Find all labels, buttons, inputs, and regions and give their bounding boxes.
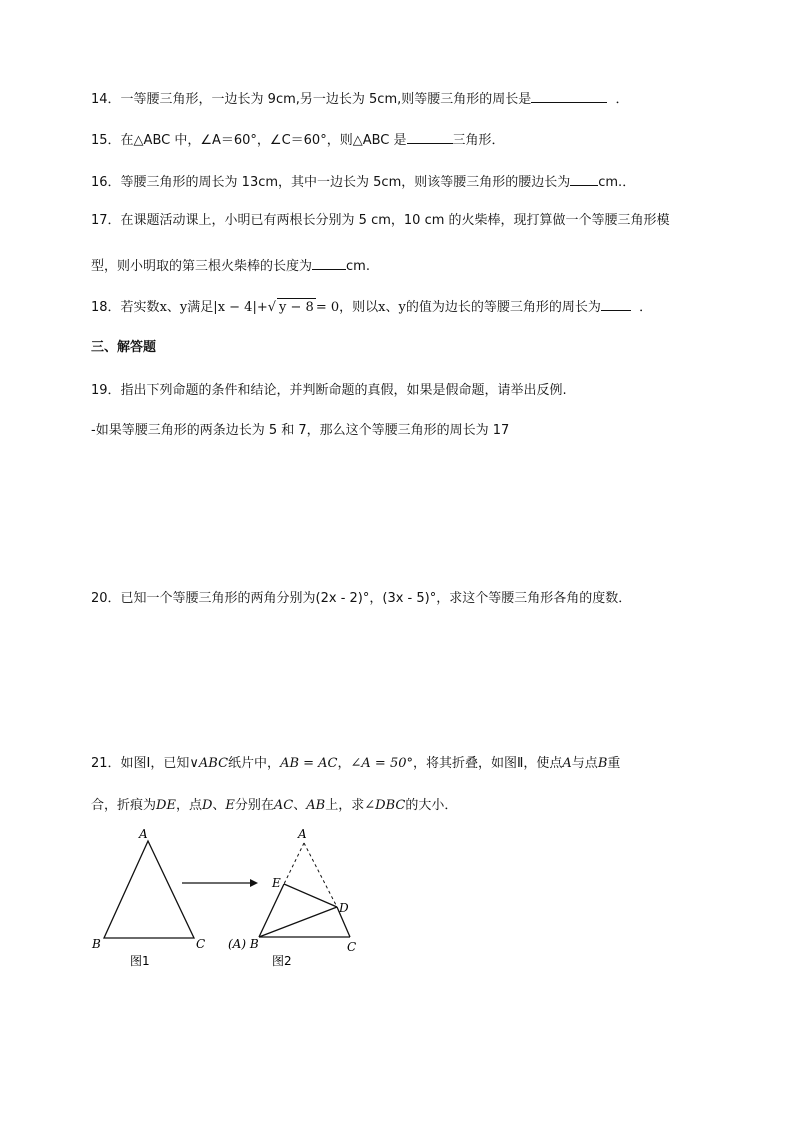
label-a: A — [298, 827, 307, 841]
dashed-ad — [304, 843, 337, 907]
question-text: 分别在 — [234, 798, 274, 813]
segment-ab: AB — [306, 798, 326, 813]
plus-sign: + — [256, 300, 268, 315]
question-text: 型，则小明取的第三根火柴棒的长度为 — [91, 259, 313, 274]
question-text-end: cm.． — [598, 175, 636, 190]
equals-zero: = 0 — [315, 300, 340, 315]
figure-1 — [91, 827, 205, 968]
label-ab: (A) B — [228, 937, 259, 951]
sqrt-expression: √ y − 8 — [267, 300, 314, 315]
segment-ac: AC — [273, 798, 294, 813]
question-text: 一等腰三角形，一边长为 9cm,另一边长为 5cm,则等腰三角形的周长是 — [120, 92, 532, 107]
period: ． — [615, 92, 629, 107]
segment-de: DE — [156, 798, 176, 813]
figure-1-caption: 图1 — [130, 954, 150, 968]
question-number: 16． — [91, 175, 121, 190]
question-text: ，将其折叠，如图Ⅱ，使点 — [413, 756, 563, 771]
separator: 、 — [385, 300, 399, 315]
point-e: E — [225, 798, 235, 813]
question-number: 17． — [91, 213, 121, 228]
question-text: 在△ABC 中，∠A＝60°，∠C＝60°，则△ABC 是 — [120, 133, 407, 148]
arrow-icon — [182, 879, 258, 887]
question-19-sub: -如果等腰三角形的两条边长为 5 和 7，那么这个等腰三角形的周长为 17 — [91, 423, 510, 438]
equation-angle-a: ∠A = 50° — [350, 756, 413, 771]
question-text: 如图Ⅰ，已知 — [120, 756, 190, 771]
label-c: C — [196, 937, 206, 951]
label-a: A — [139, 827, 148, 841]
equation-ab-ac: AB = AC — [280, 756, 338, 771]
question-number: 19． — [91, 383, 121, 398]
section-title: 三、解答题 — [91, 340, 157, 355]
triangle-abc — [104, 841, 194, 938]
question-text: 重 — [607, 756, 621, 771]
period: ． — [639, 300, 653, 315]
abs-expression: |x − 4| — [213, 300, 257, 315]
question-text: 在课题活动课上，小明已有两根长分别为 5 cm，10 cm 的火柴棒，现打算做一个等腰三角形模 — [120, 213, 670, 228]
point-d: D — [201, 798, 213, 813]
point-a: A — [562, 756, 572, 771]
question-text: 若实数 — [120, 300, 160, 315]
question-text: 上，求 — [325, 798, 365, 813]
question-text: 等腰三角形的周长为 13cm，其中一边长为 5cm，则该等腰三角形的腰边长为 — [120, 175, 571, 190]
point-b: B — [597, 756, 608, 771]
question-number: 21． — [91, 756, 121, 771]
angle-dbc: ∠DBC — [364, 798, 406, 813]
dashed-ae — [284, 843, 304, 884]
question-text-end: 三角形． — [452, 133, 505, 148]
separator: 、 — [212, 798, 226, 813]
separator: 、 — [293, 798, 307, 813]
question-number: 15． — [91, 133, 121, 148]
question-text: 的大小． — [405, 798, 458, 813]
figure-2-caption: 图2 — [272, 954, 292, 968]
question-text: 纸片中， — [228, 756, 281, 771]
question-number: 20． — [91, 591, 121, 606]
question-text: 已知一个等腰三角形的两角分别为(2x - 2)°，(3x - 5)°，求这个等腰三角形各角的度数． — [120, 591, 632, 606]
question-text: ，点 — [175, 798, 202, 813]
label-e: E — [272, 876, 281, 890]
question-number: 14． — [91, 92, 121, 107]
question-text-end: cm. — [346, 259, 370, 274]
figure-2 — [228, 827, 356, 968]
question-text: ，则以 — [339, 300, 379, 315]
var-y: y — [398, 300, 406, 315]
triangle-symbol: ∨ABC — [189, 756, 229, 771]
label-d: D — [339, 901, 349, 915]
question-text: 与点 — [571, 756, 598, 771]
separator: ， — [337, 756, 351, 771]
separator: 、 — [166, 300, 180, 315]
var-x: x — [378, 300, 386, 315]
crease-de — [284, 884, 337, 907]
label-b: B — [92, 937, 101, 951]
var-x: x — [159, 300, 167, 315]
question-number: 18． — [91, 300, 121, 315]
var-y: y — [179, 300, 188, 315]
label-c: C — [347, 940, 357, 954]
question-text: 满足 — [187, 300, 214, 315]
question-text: 的值为边长的等腰三角形的周长为 — [405, 300, 601, 315]
question-text: 合，折痕为 — [91, 798, 157, 813]
question-text: 指出下列命题的条件和结论，并判断命题的真假，如果是假命题，请举出反例. — [120, 383, 567, 398]
